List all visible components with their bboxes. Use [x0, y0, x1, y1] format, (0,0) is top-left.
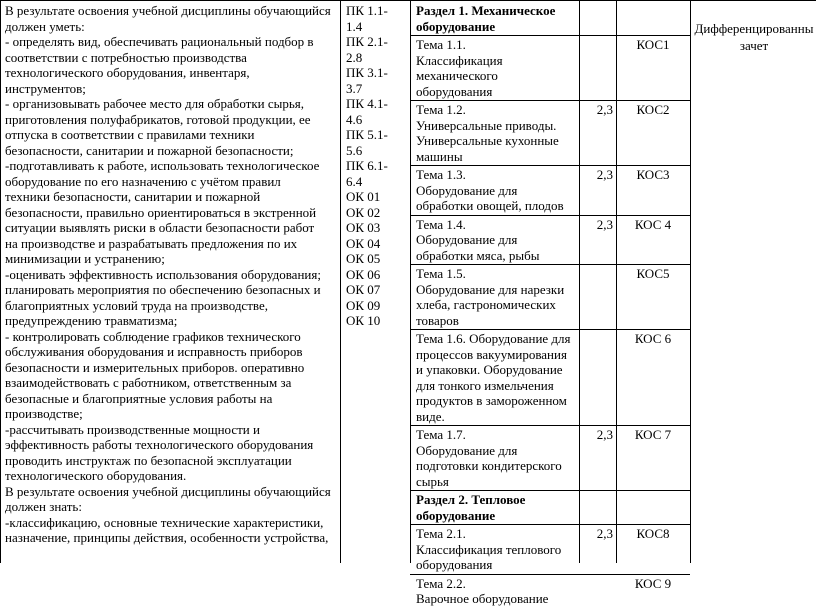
- column-divider: [616, 0, 617, 563]
- section-heading: [416, 3, 578, 34]
- skills-line: безопасности, правильно ориентироваться в экстренной: [5, 204, 317, 220]
- skills-line: безопасности и измерительных приборов. оперативно: [5, 359, 305, 375]
- kos-code: КОС 7: [634, 427, 672, 442]
- skills-line: безопасные и благоприятные условия работы на: [5, 390, 273, 406]
- level-value: 2,3: [596, 427, 613, 442]
- skills-line: производстве;: [5, 406, 83, 421]
- topic-line: Классификация: [416, 52, 503, 68]
- topic-line: Универсальные приводы.: [416, 117, 557, 133]
- kos-code: КОС 4: [634, 216, 672, 232]
- topic-cell: [416, 37, 578, 99]
- competency-code: ПК 1.1-: [346, 3, 388, 18]
- kos-code: КОС 9: [634, 575, 672, 591]
- assessment-form: Дифференцированны зачет: [694, 21, 814, 53]
- topic-line: процессов вакуумирования: [416, 346, 567, 362]
- border-left: [0, 0, 1, 563]
- topic-line: Тема 1.6. Оборудование для: [416, 331, 571, 346]
- topic-line: продуктов в замороженном: [416, 393, 567, 408]
- competency-code: ОК 02: [346, 204, 381, 220]
- competency-code: ПК 2.1-: [346, 34, 388, 49]
- border-top: [0, 0, 816, 1]
- competency-code: ОК 04: [346, 235, 381, 251]
- topic-line: Классификация теплового: [416, 541, 562, 557]
- competency-code: 4.6: [346, 111, 363, 127]
- topic-cell: [416, 427, 578, 489]
- topic-line: Раздел 1. Механическое: [416, 3, 556, 18]
- competency-code: ОК 03: [346, 220, 381, 235]
- topic-line: Тема 1.3.: [416, 167, 466, 182]
- skills-line: предупреждению травматизма;: [5, 313, 178, 328]
- skills-line: приготовления полуфабрикатов, готовой продукции, ее: [5, 111, 311, 127]
- level-value: 2,3: [596, 102, 613, 117]
- topic-line: машины: [416, 148, 463, 164]
- kos-code: КОС1: [636, 37, 670, 52]
- competency-code: ОК 01: [346, 189, 381, 204]
- topic-line: виде.: [416, 408, 445, 424]
- topic-line: Оборудование для нарезки: [416, 281, 565, 297]
- competency-code: ОК 06: [346, 266, 381, 282]
- topic-line: оборудование: [416, 507, 496, 523]
- skills-line: назначение, принципы действия, особенности устройства,: [5, 530, 329, 545]
- topic-cell: [416, 526, 578, 573]
- skills-line: инструментов;: [5, 80, 86, 96]
- topic-line: и упаковки. Оборудование: [416, 362, 563, 377]
- skills-line: должен уметь:: [5, 18, 85, 34]
- topic-line: сырья: [416, 473, 449, 489]
- topic-line: Раздел 2. Тепловое: [416, 492, 526, 507]
- topic-line: Оборудование для: [416, 442, 518, 458]
- skills-line: минимизации и устранению;: [5, 251, 165, 266]
- topic-line: Оборудование для: [416, 182, 518, 198]
- skills-line: -классификацию, основные технические характеристики,: [5, 514, 324, 530]
- topic-line: Тема 1.4.: [416, 216, 466, 232]
- topic-line: оборудования: [416, 83, 493, 99]
- kos-code: КОС 6: [634, 331, 672, 346]
- skills-line: эффективность работы технологического оборудования: [5, 437, 314, 452]
- kos-code: КОС5: [636, 266, 670, 281]
- skills-line: -оценивать эффективность использования оборудования;: [5, 266, 321, 282]
- skills-line: - контролировать соблюдение графиков технического: [5, 328, 301, 344]
- level-value: 2,3: [596, 167, 613, 182]
- column-divider: [690, 0, 691, 563]
- row-divider: [410, 35, 690, 36]
- kos-code: КОС2: [636, 102, 670, 117]
- topic-line: Тема 1.1.: [416, 37, 466, 52]
- topic-line: Универсальные кухонные: [416, 133, 559, 148]
- topic-line: подготовки кондитерского: [416, 458, 562, 473]
- kos-code: КОС8: [636, 526, 670, 541]
- skills-line: - определять вид, обеспечивать рациональный подбор в: [5, 34, 314, 49]
- skills-line: отпуска в соответствии с правилами техники: [5, 127, 255, 142]
- competency-code: ПК 3.1-: [346, 65, 388, 80]
- topic-line: для тонкого измельчения: [416, 377, 554, 393]
- skills-line: техники безопасности, санитарии и пожарной: [5, 189, 261, 204]
- skills-line: технологического оборудования, инвентаря,: [5, 65, 250, 80]
- column-divider: [410, 0, 411, 563]
- skills-line: должен знать:: [5, 499, 82, 514]
- skills-line: соответствии с потребностью производства: [5, 49, 247, 65]
- topic-line: Тема 2.2.: [416, 575, 466, 591]
- skills-line: на производстве и разрабатывать предложения по их: [5, 235, 298, 251]
- topic-line: оборудования: [416, 557, 493, 572]
- topic-line: механического: [416, 68, 498, 83]
- topic-line: Тема 1.2.: [416, 102, 466, 117]
- skills-line: - организовывать рабочее место для обработки сырья,: [5, 96, 305, 111]
- competency-code: ОК 10: [346, 313, 381, 328]
- row-divider: [410, 329, 690, 330]
- skills-line: безопасности, санитарии и пожарной безопасности;: [5, 142, 294, 158]
- topic-cell: [416, 331, 578, 424]
- skills-line: оборудование по его назначению с учётом правил: [5, 173, 281, 189]
- competency-code: ОК 07: [346, 282, 381, 297]
- topic-line: Тема 1.5.: [416, 266, 466, 281]
- skills-line: благоприятных условий труда на производстве,: [5, 297, 268, 313]
- competency-code: 3.7: [346, 80, 363, 96]
- skills-line: проводить инструктаж по безопасной эксплуатации: [5, 452, 292, 468]
- row-divider: [410, 425, 690, 426]
- row-divider: [410, 264, 690, 265]
- skills-line: ситуации выявлять риски в области безопасности работ: [5, 220, 315, 235]
- row-divider: [410, 100, 690, 101]
- row-divider: [410, 165, 690, 166]
- topic-line: хлеба, гастрономических: [416, 297, 556, 312]
- topic-cell: [416, 576, 578, 607]
- skills-line: взаимодействовать с работником, ответственным за: [5, 375, 292, 390]
- topic-line: Тема 1.7.: [416, 427, 466, 442]
- topic-line: обработки мяса, рыбы: [416, 247, 540, 263]
- competency-code: ОК 05: [346, 251, 381, 266]
- topic-cell: [416, 217, 578, 264]
- competency-code: ПК 5.1-: [346, 127, 388, 142]
- kos-code: КОС3: [636, 167, 670, 182]
- skills-text: [5, 3, 335, 546]
- level-value: 2,3: [596, 526, 613, 541]
- topic-line: оборудование: [416, 18, 496, 34]
- row-divider: [410, 490, 690, 491]
- topic-cell: [416, 167, 578, 214]
- topic-line: Тема 2.1.: [416, 526, 466, 541]
- column-divider: [340, 0, 341, 563]
- competency-code: 6.4: [346, 173, 363, 189]
- skills-line: В результате освоения учебной дисциплины обучающийся: [5, 483, 331, 499]
- topic-line: обработки овощей, плодов: [416, 198, 564, 213]
- column-divider: [579, 0, 580, 563]
- skills-line: планировать мероприятия по обеспечению безопасных и: [5, 282, 321, 297]
- competency-code: ОК 09: [346, 297, 381, 313]
- skills-line: В результате освоения учебной дисциплины обучающийся: [5, 3, 331, 18]
- level-value: 2,3: [596, 216, 613, 232]
- competency-code: 2.8: [346, 49, 363, 65]
- skills-line: -рассчитывать производственные мощности и: [5, 421, 260, 437]
- row-divider: [410, 524, 690, 525]
- section-heading: [416, 492, 578, 523]
- skills-line: технологического оборудования.: [5, 468, 187, 483]
- topic-cell: [416, 102, 578, 164]
- competency-code: 5.6: [346, 142, 363, 158]
- topic-line: Оборудование для: [416, 232, 518, 247]
- skills-line: обслуживания оборудования и исправность приборов: [5, 344, 303, 359]
- topic-line: Варочное оборудование: [416, 591, 549, 606]
- topic-cell: [416, 266, 578, 328]
- topic-line: товаров: [416, 312, 459, 328]
- competency-codes: [346, 3, 391, 329]
- competency-code: 1.4: [346, 18, 363, 34]
- competency-code: ПК 4.1-: [346, 96, 388, 111]
- skills-line: -подготавливать к работе, использовать технологическое: [5, 158, 320, 173]
- competency-code: ПК 6.1-: [346, 158, 388, 173]
